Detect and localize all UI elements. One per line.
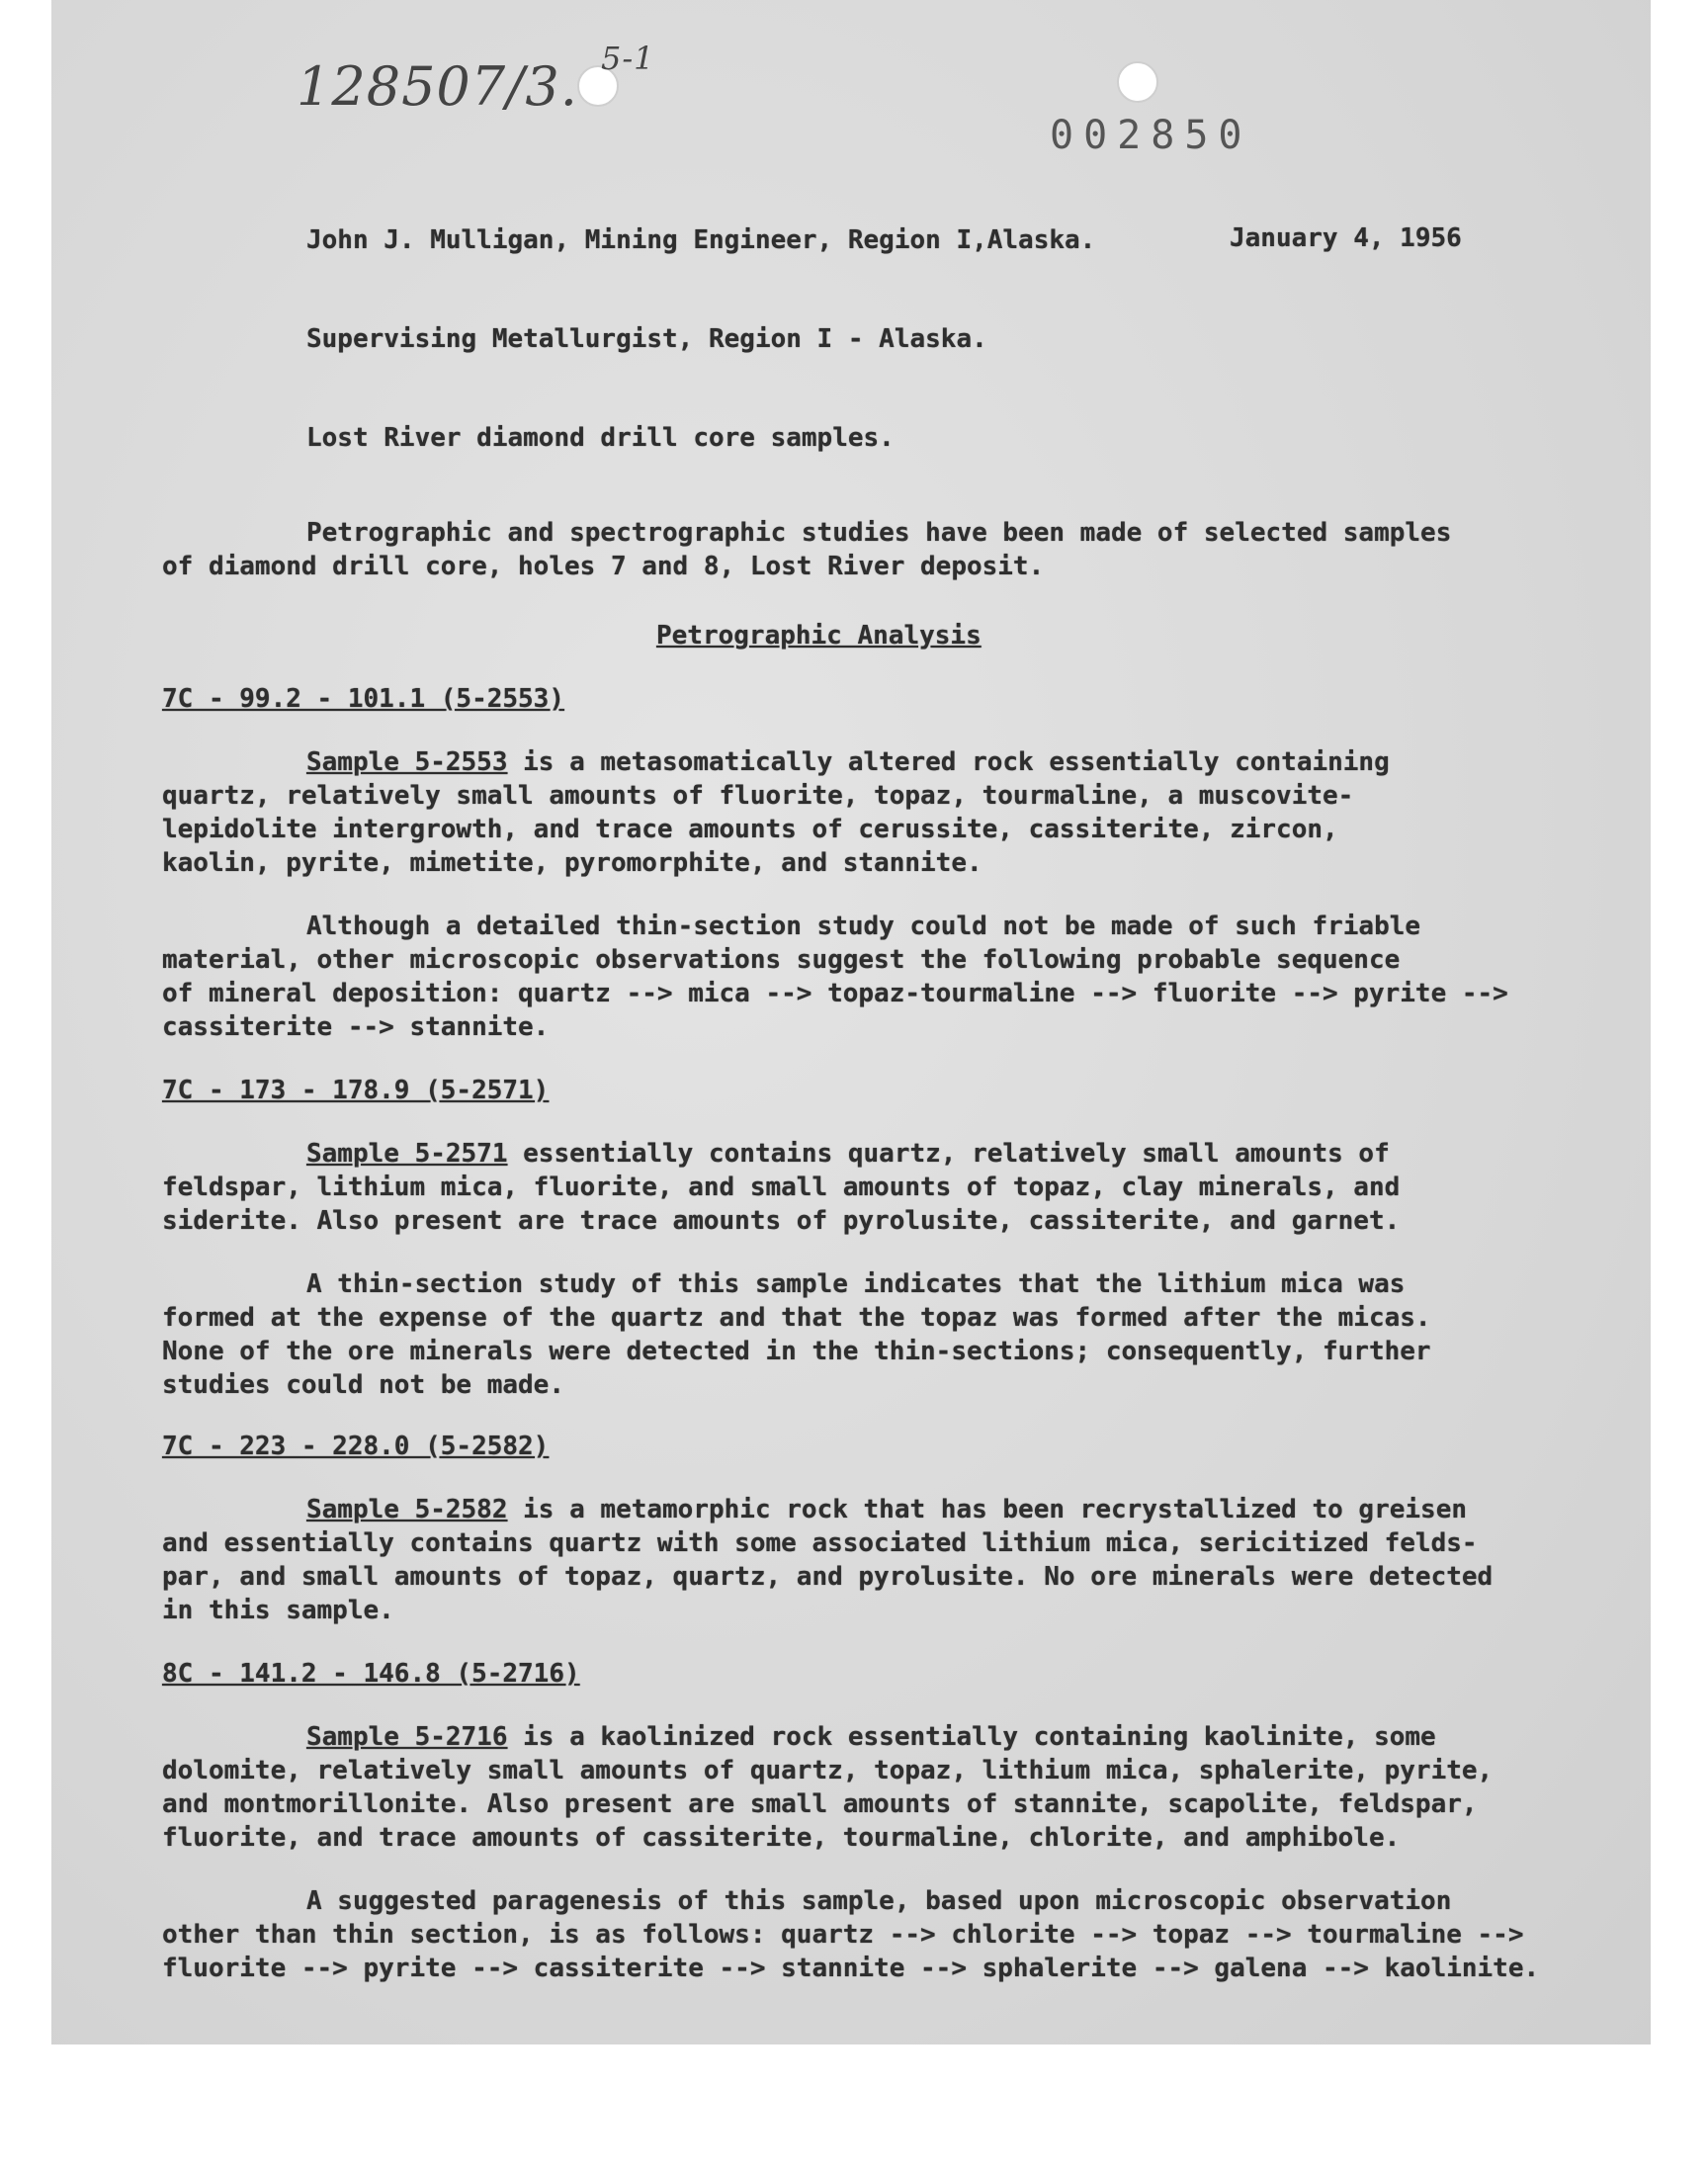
sample-paragraph-line: kaolin, pyrite, mimetite, pyromorphite, and stannite. (162, 848, 982, 878)
sample-paragraph-line: Sample 5-2716 is a kaolinized rock essentially containing kaolinite, some (306, 1722, 1436, 1752)
sample-paragraph-line: siderite. Also present are trace amounts of pyrolusite, cassiterite, and garnet. (162, 1206, 1401, 1236)
sample-paragraph-line: other than thin section, is as follows: quartz --> chlorite --> topaz --> tourmaline --> (162, 1920, 1524, 1950)
sample-paragraph-line: Sample 5-2553 is a metasomatically altered rock essentially containing (306, 747, 1390, 777)
sample-paragraph-line: None of the ore minerals were detected in the thin-sections; consequently, further (162, 1337, 1431, 1366)
document-page (51, 0, 1651, 2044)
sample-paragraph-line: dolomite, relatively small amounts of quartz, topaz, lithium mica, sphalerite, pyrite, (162, 1756, 1494, 1785)
sample-paragraph-line: in this sample. (162, 1596, 394, 1625)
memo-from: John J. Mulligan, Mining Engineer, Region I,Alaska. (306, 225, 1096, 255)
punch-hole (1117, 61, 1158, 103)
sample-heading: 7C - 99.2 - 101.1 (5-2553) (162, 684, 564, 714)
sample-paragraph-line: lepidolite intergrowth, and trace amounts of cerussite, cassiterite, zircon, (162, 815, 1338, 844)
section-title: Petrographic Analysis (656, 621, 982, 651)
sample-paragraph-line: and montmorillonite. Also present are small amounts of stannite, scapolite, feldspar, (162, 1789, 1478, 1819)
sample-paragraph-line: par, and small amounts of topaz, quartz, and pyrolusite. No ore minerals were detected (162, 1562, 1494, 1592)
sample-heading: 7C - 223 - 228.0 (5-2582) (162, 1432, 550, 1461)
stamp-number: 002850 (1050, 113, 1252, 158)
handwritten-superscript: 5-1 (601, 40, 655, 77)
sample-heading: 7C - 173 - 178.9 (5-2571) (162, 1076, 550, 1105)
handwritten-file-number: 128507/3. (297, 55, 578, 118)
sample-paragraph-line: Sample 5-2582 is a metamorphic rock that has been recrystallized to greisen (306, 1495, 1468, 1524)
sample-label: Sample 5-2571 (306, 1139, 508, 1169)
sample-label: Sample 5-2716 (306, 1722, 508, 1752)
sample-paragraph-line: and essentially contains quartz with some associated lithium mica, sericitized felds- (162, 1528, 1478, 1558)
memo-date: January 4, 1956 (1230, 223, 1462, 253)
memo-to: Supervising Metallurgist, Region I - Alaska. (306, 324, 987, 354)
sample-paragraph-line: Sample 5-2571 essentially contains quartz, relatively small amounts of (306, 1139, 1390, 1169)
sample-paragraph-line: material, other microscopic observations suggest the following probable sequence (162, 945, 1401, 975)
sample-paragraph-line: A suggested paragenesis of this sample, based upon microscopic observation (306, 1886, 1452, 1916)
sample-paragraph-line: A thin-section study of this sample indicates that the lithium mica was (306, 1269, 1406, 1299)
memo-subject: Lost River diamond drill core samples. (306, 423, 895, 453)
intro-line: Petrographic and spectrographic studies have been made of selected samples (306, 518, 1452, 548)
sample-paragraph-line: formed at the expense of the quartz and that the topaz was formed after the micas. (162, 1303, 1431, 1333)
sample-paragraph-line: feldspar, lithium mica, fluorite, and small amounts of topaz, clay minerals, and (162, 1173, 1401, 1202)
sample-paragraph-line: studies could not be made. (162, 1370, 564, 1400)
sample-paragraph-line: quartz, relatively small amounts of fluorite, topaz, tourmaline, a muscovite- (162, 781, 1354, 811)
intro-line: of diamond drill core, holes 7 and 8, Lost River deposit. (162, 552, 1045, 581)
sample-paragraph-line: Although a detailed thin-section study could not be made of such friable (306, 912, 1421, 941)
sample-paragraph-line: fluorite, and trace amounts of cassiterite, tourmaline, chlorite, and amphibole. (162, 1823, 1401, 1853)
sample-label: Sample 5-2582 (306, 1495, 508, 1524)
sample-paragraph-line: fluorite --> pyrite --> cassiterite --> stannite --> sphalerite --> galena --> kaolinite. (162, 1954, 1540, 1983)
sample-paragraph-line: of mineral deposition: quartz --> mica --> topaz-tourmaline --> fluorite --> pyrite --> (162, 979, 1508, 1008)
sample-label: Sample 5-2553 (306, 747, 508, 777)
sample-paragraph-line: cassiterite --> stannite. (162, 1012, 550, 1042)
sample-heading: 8C - 141.2 - 146.8 (5-2716) (162, 1659, 580, 1689)
